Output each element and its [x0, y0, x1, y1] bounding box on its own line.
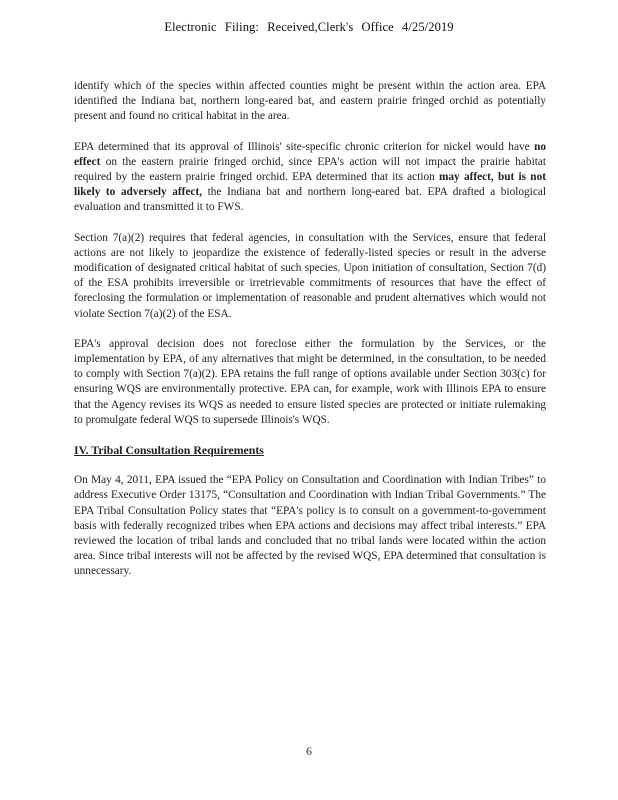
paragraph-effect-determination	[74, 140, 546, 216]
paragraph-species-identification: identify which of the species within affected counties might be present within the action area. EPA identified the Indiana bat, northern long-eared bat, and eastern prairie fringed orchid as potentially present and found no critical habitat in the area.	[74, 80, 546, 123]
paragraph-approval-decision: EPA's approval decision does not foreclose either the formulation by the Services, or the implementation by EPA, of any alternatives that might be determined, in the consultation, to be needed to comply with Section 7(a)(2). EPA retains the full range of options available under Section 303(c) for ensuring WQS are environmentally protective. EPA can, for example, work with Illinois EPA to ensure that the Agency revises its WQS as needed to ensure listed species are protected or initiate rulemaking to promulgate federal WQS to supersede Illinois's WQS.	[74, 337, 546, 426]
document-body	[74, 79, 546, 595]
may-affect-emphasis: may affect, but is not likely to adversely affect,	[74, 171, 546, 199]
section-heading-tribal: IV. Tribal Consultation Requirements	[74, 443, 264, 458]
paragraph-tribal-consultation: On May 4, 2011, EPA issued the “EPA Policy on Consultation and Coordination with Indian Tribes” to address Executive Order 13175, “Consultation and Coordination with Indian Tribal Governments.” The EPA Tribal Consultation Policy states that “EPA's policy is to consult on a government-to-government basis with federally recognized tribes when EPA actions and decisions may affect tribal interests.” EPA reviewed the location of tribal lands and concluded that no tribal lands were located within the action area. Since tribal interests will not be affected by the revised WQS, EPA determined that consultation is unnecessary.	[74, 474, 546, 578]
filing-header: Electronic Filing: Received,Clerk's Office 4/25/2019	[164, 20, 454, 34]
effect-text-1: EPA determined that its approval of Illinois' site-specific chronic criterion for nickel would have	[74, 140, 530, 153]
paragraph-section-7a2: Section 7(a)(2) requires that federal agencies, in consultation with the Services, ensure that federal actions are not likely to jeopardize the existence of federally-listed species or result in the adverse modification of designated critical habitat of such species. Upon initiation of consultation, Section 7(d) of the ESA prohibits irreversible or irretrievable commitments of resources that have the effect of foreclosing the formulation or implementation of reasonable and prudent alternatives which would not violate Section 7(a)(2) of the ESA.	[74, 231, 546, 320]
effect-text-2: on the eastern prairie fringed orchid, since EPA's action will not impact the prairie habitat required by the eastern prairie fringed orchid. EPA determined that its action	[74, 155, 547, 184]
effect-text-3: the Indiana bat and northern long-eared bat. EPA drafted a biological evaluation and transmitted it to FWS.	[74, 186, 546, 214]
no-effect-emphasis: no effect	[74, 140, 547, 168]
page-number: 6	[306, 744, 312, 758]
